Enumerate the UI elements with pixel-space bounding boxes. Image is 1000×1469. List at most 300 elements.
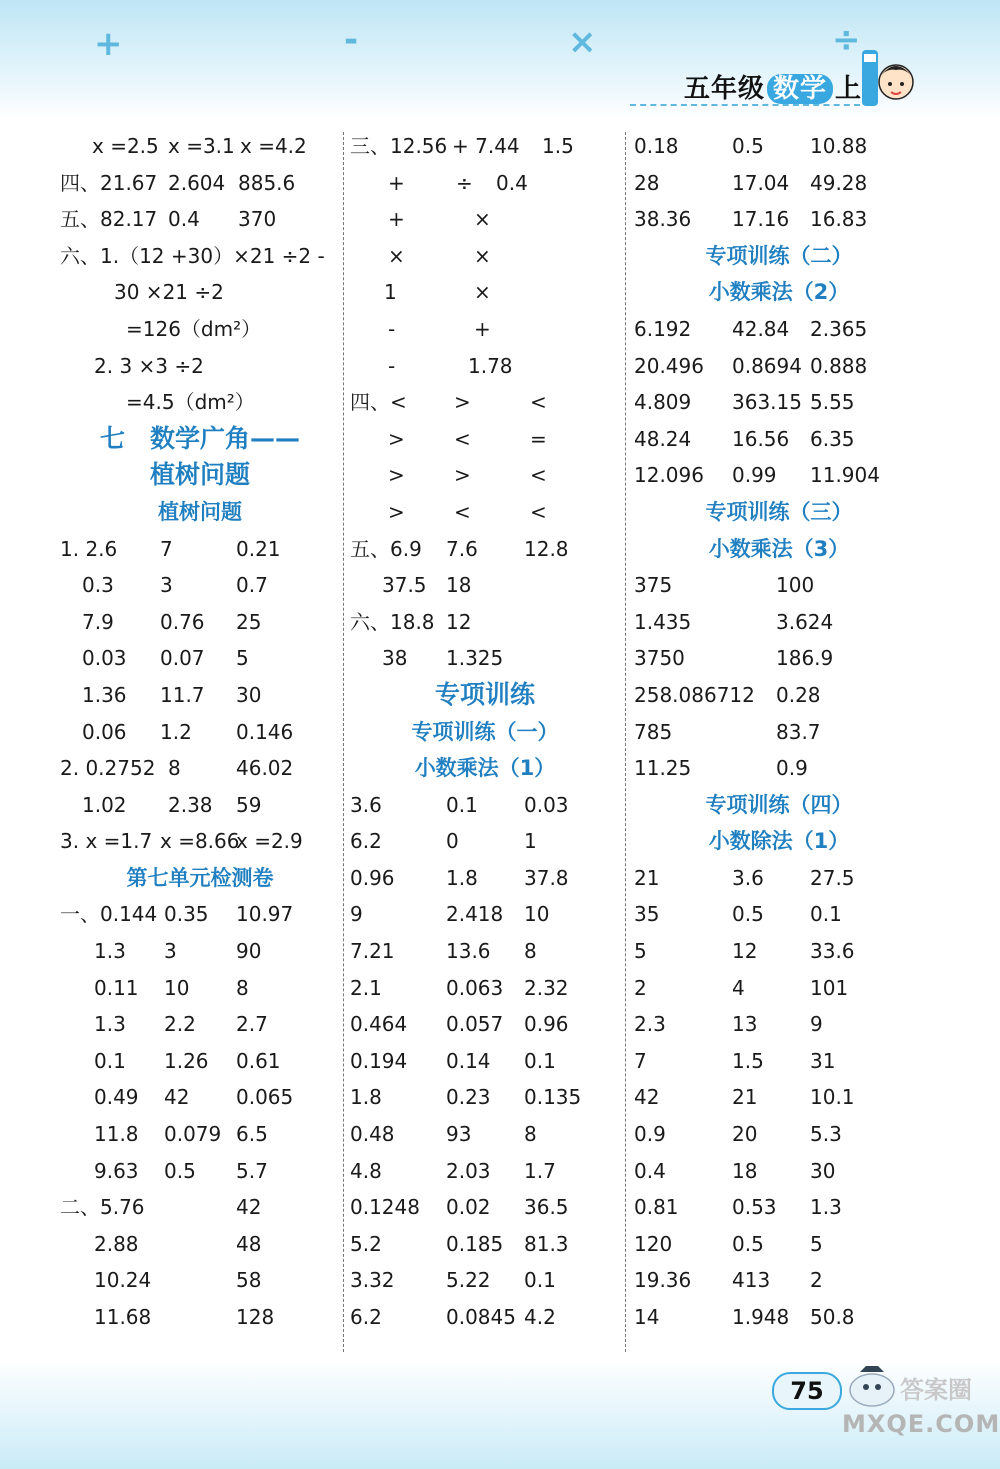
answer-cell: 3750 bbox=[634, 646, 685, 671]
answer-cell: 0.9 bbox=[776, 756, 808, 781]
answer-cell: 1.5 bbox=[542, 134, 574, 158]
answer-row bbox=[350, 494, 620, 531]
answer-row bbox=[634, 1262, 924, 1299]
answer-cell: 3.6 bbox=[350, 792, 382, 817]
answer-cell: x =4.2 bbox=[240, 134, 307, 158]
answer-cell: 1.8 bbox=[350, 1085, 382, 1110]
answer-row bbox=[60, 677, 340, 714]
answer-row bbox=[350, 933, 620, 970]
answer-cell: 2.38 bbox=[168, 792, 213, 817]
answer-cell: × bbox=[474, 243, 491, 268]
answer-cell: 1.3 bbox=[94, 939, 126, 964]
answer-cell: 37.5 bbox=[382, 573, 427, 598]
answer-cell: 10 bbox=[524, 902, 550, 927]
answer-cell: 9 bbox=[810, 1012, 823, 1037]
answer-cell: > bbox=[454, 463, 471, 488]
answer-cell: 0.4 bbox=[168, 207, 200, 232]
answer-cell: 四、21.67 bbox=[60, 170, 158, 195]
answer-cell: 36.5 bbox=[524, 1195, 569, 1220]
answer-row bbox=[60, 384, 340, 421]
column-divider-right bbox=[625, 132, 626, 1352]
watermark-text: MXQE.COM bbox=[842, 1410, 1000, 1438]
answer-cell: 1.2 bbox=[160, 719, 192, 744]
answer-cell: 1.435 bbox=[634, 609, 692, 634]
answer-cell: 2.7 bbox=[236, 1012, 268, 1037]
answer-cell: 3.32 bbox=[350, 1268, 395, 1293]
answer-column-3 bbox=[634, 128, 924, 1336]
answer-cell: 0.7 bbox=[236, 573, 268, 598]
answer-row bbox=[634, 640, 924, 677]
answer-cell: =126（dm²） bbox=[126, 316, 262, 341]
answer-row bbox=[634, 165, 924, 202]
answer-cell: 6.2 bbox=[350, 1305, 382, 1329]
answer-cell: 28 bbox=[634, 170, 660, 195]
answer-row bbox=[350, 1079, 620, 1116]
answer-cell: 48 bbox=[236, 1231, 262, 1256]
answer-row bbox=[60, 274, 340, 311]
answer-cell: 8 bbox=[168, 756, 181, 781]
answer-cell: 1.36 bbox=[82, 682, 127, 707]
subsection-heading: 专项训练（二） bbox=[705, 243, 853, 268]
answer-row bbox=[60, 1153, 340, 1190]
answer-cell: 13 bbox=[732, 1012, 758, 1037]
answer-row bbox=[634, 750, 924, 787]
answer-cell: + 7.44 bbox=[452, 134, 520, 158]
answer-cell: 0.194 bbox=[350, 1048, 408, 1073]
answer-row bbox=[60, 531, 340, 568]
answer-cell: 17.16 bbox=[732, 207, 790, 232]
badge-text: 答案圈 bbox=[900, 1376, 972, 1404]
answer-row bbox=[60, 823, 340, 860]
answer-row bbox=[634, 1116, 924, 1153]
answer-cell: 0.5 bbox=[732, 1231, 764, 1256]
answer-cell: 7.9 bbox=[82, 609, 114, 634]
answer-cell: 11.904 bbox=[810, 463, 880, 488]
answer-cell: 0.3 bbox=[82, 573, 114, 598]
answer-badge-icon bbox=[842, 1362, 992, 1412]
answer-cell: 二、5.76 bbox=[60, 1195, 145, 1220]
answer-cell: 11.68 bbox=[94, 1305, 152, 1329]
answer-cell: 0.11 bbox=[94, 975, 139, 1000]
column-divider-left bbox=[343, 132, 344, 1352]
answer-cell: 1.26 bbox=[164, 1048, 209, 1073]
answer-cell: 4.2 bbox=[524, 1305, 556, 1329]
answer-row bbox=[634, 1006, 924, 1043]
answer-cell: 258.086712 bbox=[634, 682, 755, 707]
answer-cell: 1.3 bbox=[94, 1012, 126, 1037]
answer-cell: 11.8 bbox=[94, 1122, 139, 1147]
answer-row bbox=[350, 970, 620, 1007]
subsection-heading: 专项训练（一） bbox=[411, 719, 559, 744]
answer-cell: 1.948 bbox=[732, 1305, 790, 1329]
answer-cell: 0.07 bbox=[160, 646, 205, 671]
answer-cell: 27.5 bbox=[810, 865, 855, 890]
answer-cell: 11.7 bbox=[160, 682, 205, 707]
subsection-heading: 小数除法（1） bbox=[708, 829, 850, 854]
answer-row bbox=[350, 896, 620, 933]
subsection-heading: 第七单元检测卷 bbox=[126, 865, 274, 890]
answer-row bbox=[634, 384, 924, 421]
answer-cell: 8 bbox=[236, 975, 249, 1000]
answer-cell: 120 bbox=[634, 1231, 673, 1256]
answer-row bbox=[350, 1189, 620, 1226]
answer-cell: 17.04 bbox=[732, 170, 790, 195]
answer-cell: 785 bbox=[634, 719, 673, 744]
answer-cell: 1.8 bbox=[446, 865, 478, 890]
answer-cell: 0.135 bbox=[524, 1085, 582, 1110]
mascot-icon bbox=[858, 40, 918, 112]
answer-row bbox=[350, 860, 620, 897]
answer-cell: 0.4 bbox=[496, 170, 528, 195]
answer-cell: 0.02 bbox=[446, 1195, 491, 1220]
answer-cell: 12 bbox=[732, 939, 758, 964]
answer-cell: 3. x =1.7 bbox=[60, 829, 153, 854]
answer-cell: 2.1 bbox=[350, 975, 382, 1000]
answer-cell: 38 bbox=[382, 646, 408, 671]
answer-row bbox=[350, 348, 620, 385]
times-symbol: × bbox=[568, 22, 597, 62]
answer-row bbox=[60, 238, 340, 275]
answer-cell: 10.97 bbox=[236, 902, 294, 927]
answer-row bbox=[634, 567, 924, 604]
answer-cell: 4.8 bbox=[350, 1158, 382, 1183]
answer-cell: 35 bbox=[634, 902, 660, 927]
answer-cell: 5.2 bbox=[350, 1231, 382, 1256]
answer-row bbox=[60, 1079, 340, 1116]
answer-row bbox=[60, 896, 340, 933]
answer-cell: 6.192 bbox=[634, 316, 692, 341]
answer-row bbox=[350, 1262, 620, 1299]
answer-cell: 0.1 bbox=[524, 1268, 556, 1293]
answer-cell: 31 bbox=[810, 1048, 836, 1073]
answer-row bbox=[634, 1153, 924, 1190]
answer-row bbox=[60, 1226, 340, 1263]
answer-cell: 1.3 bbox=[810, 1195, 842, 1220]
answer-cell: 4 bbox=[732, 975, 745, 1000]
answer-cell: 五、6.9 bbox=[350, 536, 422, 561]
answer-cell: 90 bbox=[236, 939, 262, 964]
answer-cell: 42 bbox=[236, 1195, 262, 1220]
answer-row bbox=[350, 1299, 620, 1336]
answer-cell: < bbox=[530, 499, 547, 524]
answer-row bbox=[60, 640, 340, 677]
answer-cell: 16.83 bbox=[810, 207, 868, 232]
answer-cell: 33.6 bbox=[810, 939, 855, 964]
answer-row bbox=[634, 604, 924, 641]
answer-cell: 0.96 bbox=[524, 1012, 569, 1037]
answer-cell: 0.057 bbox=[446, 1012, 504, 1037]
answer-cell: 0.5 bbox=[164, 1158, 196, 1183]
answer-cell: < bbox=[454, 426, 471, 451]
answer-row bbox=[60, 1006, 340, 1043]
answer-cell: 0.03 bbox=[82, 646, 127, 671]
answer-cell: 21 bbox=[634, 865, 660, 890]
volume-label: 上 bbox=[835, 74, 863, 104]
answer-cell: 1.02 bbox=[82, 792, 127, 817]
answer-cell: 0 bbox=[446, 829, 459, 854]
answer-cell: 0.5 bbox=[732, 902, 764, 927]
answer-cell: = bbox=[530, 426, 547, 451]
answer-cell: 81.3 bbox=[524, 1231, 569, 1256]
answer-row bbox=[60, 165, 340, 202]
answer-cell: 5.3 bbox=[810, 1122, 842, 1147]
answer-cell: 0.185 bbox=[446, 1231, 504, 1256]
answer-cell: 13.6 bbox=[446, 939, 491, 964]
answer-cell: 0.99 bbox=[732, 463, 777, 488]
answer-cell: 83.7 bbox=[776, 719, 821, 744]
answer-cell: 0.0845 bbox=[446, 1305, 516, 1329]
answer-cell: 9 bbox=[350, 902, 363, 927]
answer-cell: 5.22 bbox=[446, 1268, 491, 1293]
answer-cell: 885.6 bbox=[238, 170, 296, 195]
answer-cell: > bbox=[388, 499, 405, 524]
answer-cell: 0.1248 bbox=[350, 1195, 420, 1220]
answer-cell: × bbox=[388, 243, 405, 268]
subsection-heading: 植树问题 bbox=[158, 499, 242, 524]
answer-cell: 0.49 bbox=[94, 1085, 139, 1110]
answer-cell: 14 bbox=[634, 1305, 660, 1329]
answer-cell: 16.56 bbox=[732, 426, 790, 451]
answer-cell: 0.146 bbox=[236, 719, 294, 744]
answer-cell: 186.9 bbox=[776, 646, 834, 671]
answer-cell: 5 bbox=[810, 1231, 823, 1256]
answer-row bbox=[60, 311, 340, 348]
answer-cell: 1.325 bbox=[446, 646, 504, 671]
answer-cell: 0.888 bbox=[810, 353, 868, 378]
answer-cell: 10 bbox=[164, 975, 190, 1000]
answer-cell: 37.8 bbox=[524, 865, 569, 890]
answer-cell: 2.604 bbox=[168, 170, 226, 195]
answer-cell: 1. 2.6 bbox=[60, 536, 118, 561]
page-number: 75 bbox=[772, 1372, 842, 1410]
subject-label: 数学 bbox=[767, 74, 833, 104]
section-heading: 七 数学广角—— bbox=[99, 423, 300, 453]
answer-cell: × bbox=[474, 207, 491, 232]
answer-cell: 0.079 bbox=[164, 1122, 222, 1147]
answer-cell: 四、< bbox=[350, 390, 407, 415]
answer-cell: 8 bbox=[524, 1122, 537, 1147]
answer-cell: 100 bbox=[776, 573, 815, 598]
answer-row bbox=[634, 311, 924, 348]
answer-cell: 0.5 bbox=[732, 134, 764, 158]
answer-cell: 9.63 bbox=[94, 1158, 139, 1183]
answer-row bbox=[60, 604, 340, 641]
answer-cell: 19.36 bbox=[634, 1268, 692, 1293]
divide-symbol: ÷ bbox=[832, 20, 861, 60]
answer-cell: 2.03 bbox=[446, 1158, 491, 1183]
answer-cell: 0.06 bbox=[82, 719, 127, 744]
answer-cell: 1.78 bbox=[468, 353, 513, 378]
answer-row bbox=[634, 1226, 924, 1263]
answer-cell: 0.1 bbox=[94, 1048, 126, 1073]
answer-cell: 12.096 bbox=[634, 463, 704, 488]
answer-row bbox=[350, 787, 620, 824]
answer-cell: 五、82.17 bbox=[60, 207, 158, 232]
answer-cell: 50.8 bbox=[810, 1305, 855, 1329]
answer-cell: 58 bbox=[236, 1268, 262, 1293]
answer-cell: 30 bbox=[810, 1158, 836, 1183]
subsection-heading: 小数乘法（1） bbox=[414, 756, 556, 781]
answer-row bbox=[634, 421, 924, 458]
answer-row bbox=[350, 604, 620, 641]
answer-cell: 49.28 bbox=[810, 170, 868, 195]
answer-cell: x =2.5 bbox=[92, 134, 159, 158]
subsection-heading: 专项训练（四） bbox=[705, 792, 853, 817]
answer-cell: 0.9 bbox=[634, 1122, 666, 1147]
answer-cell: 0.063 bbox=[446, 975, 504, 1000]
section-heading: 专项训练 bbox=[434, 679, 535, 709]
answer-cell: 0.48 bbox=[350, 1122, 395, 1147]
answer-row bbox=[634, 1189, 924, 1226]
answer-cell: x =8.66 bbox=[160, 829, 240, 854]
answer-cell: 0.23 bbox=[446, 1085, 491, 1110]
header-dashed-line bbox=[630, 104, 860, 106]
answer-row bbox=[60, 1189, 340, 1226]
answer-cell: 0.1 bbox=[446, 792, 478, 817]
answer-cell: 30 ×21 ÷2 bbox=[114, 280, 224, 305]
answer-cell: 0.18 bbox=[634, 134, 679, 158]
answer-cell: 2.88 bbox=[94, 1231, 139, 1256]
answer-cell: + bbox=[388, 207, 405, 232]
answer-row bbox=[350, 1043, 620, 1080]
answer-row bbox=[350, 128, 620, 165]
answer-row bbox=[350, 640, 620, 677]
answer-cell: 0.28 bbox=[776, 682, 821, 707]
answer-cell: 0.1 bbox=[524, 1048, 556, 1073]
answer-row bbox=[350, 421, 620, 458]
answer-cell: < bbox=[454, 499, 471, 524]
answer-cell: 7 bbox=[634, 1048, 647, 1073]
section-heading: 植树问题 bbox=[149, 460, 250, 490]
answer-row bbox=[634, 860, 924, 897]
answer-cell: 0.61 bbox=[236, 1048, 281, 1073]
answer-cell: 11.25 bbox=[634, 756, 692, 781]
answer-cell: 3 bbox=[160, 573, 173, 598]
answer-cell: 2.2 bbox=[164, 1012, 196, 1037]
book-title bbox=[684, 68, 862, 105]
answer-cell: 42 bbox=[164, 1085, 190, 1110]
answer-row bbox=[60, 787, 340, 824]
subsection-heading: 小数乘法（3） bbox=[708, 536, 850, 561]
answer-row bbox=[350, 165, 620, 202]
answer-cell: 0.53 bbox=[732, 1195, 777, 1220]
answer-cell: < bbox=[530, 463, 547, 488]
answer-cell: 六、1.（12 +30）×21 ÷2 - bbox=[60, 243, 325, 268]
answer-row bbox=[350, 457, 620, 494]
answer-row bbox=[350, 384, 620, 421]
answer-cell: 413 bbox=[732, 1268, 771, 1293]
answer-cell: 2 bbox=[810, 1268, 823, 1293]
answer-row bbox=[634, 1299, 924, 1336]
answer-cell: 0.03 bbox=[524, 792, 569, 817]
answer-cell: 10.24 bbox=[94, 1268, 152, 1293]
answer-cell: < bbox=[530, 390, 547, 415]
answer-cell: 10.88 bbox=[810, 134, 868, 158]
answer-cell: 38.36 bbox=[634, 207, 692, 232]
answer-cell: 363.15 bbox=[732, 390, 802, 415]
answer-cell: - bbox=[388, 353, 396, 378]
answer-row bbox=[350, 238, 620, 275]
answer-cell: 7 bbox=[160, 536, 173, 561]
answer-cell: ÷ bbox=[456, 170, 473, 195]
answer-row bbox=[350, 567, 620, 604]
answer-cell: 0.35 bbox=[164, 902, 209, 927]
answer-row bbox=[634, 457, 924, 494]
answer-cell: + bbox=[474, 316, 491, 341]
answer-cell: 0.464 bbox=[350, 1012, 408, 1037]
answer-row bbox=[60, 1299, 340, 1336]
answer-cell: 0.81 bbox=[634, 1195, 679, 1220]
answer-row bbox=[60, 128, 340, 165]
answer-row bbox=[60, 1262, 340, 1299]
subsection-heading: 小数乘法（2） bbox=[708, 280, 850, 305]
answer-cell: =4.5（dm²） bbox=[126, 390, 255, 415]
answer-row bbox=[634, 970, 924, 1007]
answer-cell: 0.96 bbox=[350, 865, 395, 890]
answer-row bbox=[350, 531, 620, 568]
answer-cell: 4.809 bbox=[634, 390, 692, 415]
answer-row bbox=[60, 201, 340, 238]
answer-cell: 7.6 bbox=[446, 536, 478, 561]
answer-cell: 7.21 bbox=[350, 939, 395, 964]
answer-cell: 2.365 bbox=[810, 316, 868, 341]
minus-symbol: - bbox=[344, 20, 359, 60]
answer-cell: 0.76 bbox=[160, 609, 205, 634]
answer-row bbox=[634, 933, 924, 970]
answer-cell: 3 bbox=[164, 939, 177, 964]
answer-cell: 2.32 bbox=[524, 975, 569, 1000]
answer-cell: + bbox=[388, 170, 405, 195]
answer-cell: 2. 0.2752 bbox=[60, 756, 156, 781]
answer-cell: 10.1 bbox=[810, 1085, 855, 1110]
answer-cell: 5 bbox=[634, 939, 647, 964]
answer-row bbox=[60, 348, 340, 385]
answer-cell: 1 bbox=[384, 280, 397, 305]
grade-label: 五年级 bbox=[684, 74, 766, 104]
answer-cell: 101 bbox=[810, 975, 849, 1000]
answer-cell: 一、0.144 bbox=[60, 902, 158, 927]
answer-row bbox=[60, 567, 340, 604]
answer-row bbox=[60, 1116, 340, 1153]
answer-cell: 2 bbox=[634, 975, 647, 1000]
answer-cell: 42 bbox=[634, 1085, 660, 1110]
answer-cell: 5.7 bbox=[236, 1158, 268, 1183]
answer-row bbox=[350, 1006, 620, 1043]
answer-cell: 128 bbox=[236, 1305, 275, 1329]
answer-row bbox=[350, 823, 620, 860]
answer-cell: 0.8694 bbox=[732, 353, 802, 378]
answer-cell: 42.84 bbox=[732, 316, 790, 341]
answer-row bbox=[634, 677, 924, 714]
answer-column-2 bbox=[350, 128, 620, 1336]
answer-row bbox=[60, 933, 340, 970]
answer-cell: > bbox=[388, 426, 405, 451]
answer-row bbox=[350, 1116, 620, 1153]
answer-cell: 0.065 bbox=[236, 1085, 294, 1110]
answer-cell: 12.8 bbox=[524, 536, 569, 561]
answer-cell: 2.3 bbox=[634, 1012, 666, 1037]
answer-cell: 375 bbox=[634, 573, 673, 598]
answer-cell: 6.35 bbox=[810, 426, 855, 451]
answer-row bbox=[634, 348, 924, 385]
answer-cell: 三、12.56 bbox=[350, 134, 448, 158]
answer-cell: 59 bbox=[236, 792, 262, 817]
answer-cell: × bbox=[474, 280, 491, 305]
answer-cell: x =3.1 bbox=[168, 134, 235, 158]
answer-cell: 0.4 bbox=[634, 1158, 666, 1183]
answer-cell: 18 bbox=[446, 573, 472, 598]
answer-row bbox=[634, 714, 924, 751]
